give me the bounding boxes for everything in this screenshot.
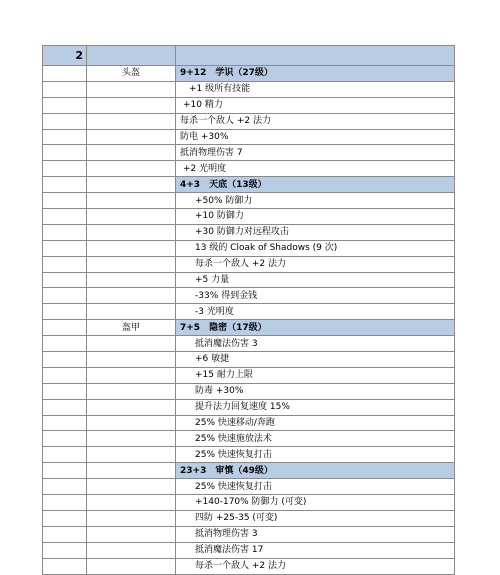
header-detail-cell[interactable] <box>176 46 455 66</box>
table-row <box>43 526 455 542</box>
property-cell[interactable]: 25% 快速恢复打击 <box>176 447 455 463</box>
item-type-cell[interactable]: 盔甲 <box>87 320 176 336</box>
section-row <box>43 177 455 193</box>
property-cell[interactable]: 抵消物理伤害 7 <box>176 145 455 161</box>
blank-cell[interactable] <box>43 81 87 97</box>
blank-cell[interactable] <box>43 113 87 129</box>
blank-cell[interactable] <box>43 320 87 336</box>
item-type-cell[interactable] <box>87 81 176 97</box>
property-cell[interactable]: +140-170% 防御力 (可变) <box>176 495 455 511</box>
item-type-cell[interactable] <box>87 256 176 272</box>
runeword-title-cell[interactable]: 9+12 学识（27级） <box>176 66 455 82</box>
item-type-cell[interactable] <box>87 542 176 558</box>
header-number-cell[interactable]: 2 <box>43 46 87 66</box>
blank-cell[interactable] <box>43 352 87 368</box>
property-cell[interactable]: +5 力量 <box>176 272 455 288</box>
blank-cell[interactable] <box>43 97 87 113</box>
item-type-cell[interactable] <box>87 431 176 447</box>
property-cell[interactable]: +1 级所有技能 <box>176 81 455 97</box>
item-type-cell[interactable] <box>87 510 176 526</box>
blank-cell[interactable] <box>43 415 87 431</box>
section-row <box>43 66 455 82</box>
table-row <box>43 145 455 161</box>
item-type-cell[interactable] <box>87 177 176 193</box>
blank-cell[interactable] <box>43 177 87 193</box>
blank-cell[interactable] <box>43 495 87 511</box>
property-cell[interactable]: 13 级的 Cloak of Shadows (9 次) <box>176 240 455 256</box>
table-row <box>43 510 455 526</box>
blank-cell[interactable] <box>43 558 87 574</box>
blank-cell[interactable] <box>43 224 87 240</box>
table-row <box>43 272 455 288</box>
blank-cell[interactable] <box>43 145 87 161</box>
item-type-cell[interactable] <box>87 304 176 320</box>
property-cell[interactable]: 每杀一个敌人 +2 法力 <box>176 113 455 129</box>
item-type-cell[interactable] <box>87 193 176 209</box>
blank-cell[interactable] <box>43 288 87 304</box>
property-cell[interactable]: +6 敏捷 <box>176 352 455 368</box>
item-type-cell[interactable] <box>87 399 176 415</box>
runeword-title-cell[interactable]: 4+3 天底（13级） <box>176 177 455 193</box>
blank-cell[interactable] <box>43 367 87 383</box>
table-row <box>43 415 455 431</box>
property-cell[interactable]: 四防 +25-35 (可变) <box>176 510 455 526</box>
table-row <box>43 542 455 558</box>
item-type-cell[interactable] <box>87 288 176 304</box>
blank-cell[interactable] <box>43 161 87 177</box>
property-cell[interactable]: 提升法力回复速度 15% <box>176 399 455 415</box>
blank-cell[interactable] <box>43 256 87 272</box>
property-cell[interactable]: 防电 +30% <box>176 129 455 145</box>
item-type-cell[interactable] <box>87 224 176 240</box>
table-row <box>43 479 455 495</box>
runeword-title-cell[interactable]: 23+3 审慎（49级） <box>176 463 455 479</box>
property-cell[interactable]: -3 光明度 <box>176 304 455 320</box>
runeword-title-cell[interactable]: 7+5 隐密（17级） <box>176 320 455 336</box>
blank-cell[interactable] <box>43 479 87 495</box>
blank-cell[interactable] <box>43 399 87 415</box>
table-row <box>43 129 455 145</box>
blank-cell[interactable] <box>43 447 87 463</box>
item-type-cell[interactable] <box>87 336 176 352</box>
table-row <box>43 352 455 368</box>
blank-cell[interactable] <box>43 336 87 352</box>
property-cell[interactable]: 每杀一个敌人 +2 法力 <box>176 558 455 574</box>
item-type-cell[interactable] <box>87 113 176 129</box>
property-cell[interactable]: -33% 得到金钱 <box>176 288 455 304</box>
blank-cell[interactable] <box>43 431 87 447</box>
property-cell[interactable]: 25% 快速移动/奔跑 <box>176 415 455 431</box>
table-row <box>43 240 455 256</box>
blank-cell[interactable] <box>43 542 87 558</box>
table-row <box>43 256 455 272</box>
property-cell[interactable]: 防毒 +30% <box>176 383 455 399</box>
blank-cell[interactable] <box>43 383 87 399</box>
table-row <box>43 81 455 97</box>
property-cell[interactable]: 25% 快速施放法术 <box>176 431 455 447</box>
item-type-cell[interactable] <box>87 526 176 542</box>
header-item-cell[interactable] <box>87 46 176 66</box>
runeword-spreadsheet <box>42 45 455 575</box>
property-cell[interactable]: +50% 防御力 <box>176 193 455 209</box>
table-row <box>43 113 455 129</box>
item-type-cell[interactable] <box>87 161 176 177</box>
blank-cell[interactable] <box>43 526 87 542</box>
section-row <box>43 320 455 336</box>
table-row <box>43 97 455 113</box>
table-row <box>43 209 455 225</box>
item-type-cell[interactable] <box>87 209 176 225</box>
property-cell[interactable]: +15 耐力上限 <box>176 367 455 383</box>
item-type-cell[interactable] <box>87 463 176 479</box>
table-row <box>43 288 455 304</box>
property-cell[interactable]: +10 防御力 <box>176 209 455 225</box>
table-row <box>43 193 455 209</box>
item-type-cell[interactable]: 头盔 <box>87 66 176 82</box>
item-type-cell[interactable] <box>87 495 176 511</box>
item-type-cell[interactable] <box>87 447 176 463</box>
table-row <box>43 304 455 320</box>
item-type-cell[interactable] <box>87 352 176 368</box>
table-row <box>43 336 455 352</box>
item-type-cell[interactable] <box>87 272 176 288</box>
table-row <box>43 431 455 447</box>
item-type-cell[interactable] <box>87 367 176 383</box>
blank-cell[interactable] <box>43 510 87 526</box>
blank-cell[interactable] <box>43 193 87 209</box>
blank-cell[interactable] <box>43 240 87 256</box>
blank-cell[interactable] <box>43 129 87 145</box>
item-type-cell[interactable] <box>87 240 176 256</box>
table-row <box>43 383 455 399</box>
property-cell[interactable]: 抵消魔法伤害 17 <box>176 542 455 558</box>
blank-cell[interactable] <box>43 66 87 82</box>
property-cell[interactable]: 抵消魔法伤害 3 <box>176 336 455 352</box>
blank-cell[interactable] <box>43 272 87 288</box>
property-cell[interactable]: +30 防御力对远程攻击 <box>176 224 455 240</box>
property-cell[interactable]: 每杀一个敌人 +2 法力 <box>176 256 455 272</box>
property-cell[interactable]: +10 精力 <box>176 97 455 113</box>
item-type-cell[interactable] <box>87 129 176 145</box>
table-row <box>43 161 455 177</box>
table-row <box>43 224 455 240</box>
item-type-cell[interactable] <box>87 145 176 161</box>
item-type-cell[interactable] <box>87 97 176 113</box>
table-row <box>43 399 455 415</box>
blank-cell[interactable] <box>43 209 87 225</box>
item-type-cell[interactable] <box>87 479 176 495</box>
blank-cell[interactable] <box>43 463 87 479</box>
header-row <box>43 46 455 66</box>
section-row <box>43 463 455 479</box>
table-row <box>43 367 455 383</box>
table-row <box>43 495 455 511</box>
blank-cell[interactable] <box>43 304 87 320</box>
item-type-cell[interactable] <box>87 383 176 399</box>
table-row <box>43 558 455 574</box>
item-type-cell[interactable] <box>87 415 176 431</box>
property-cell[interactable]: 抵消物理伤害 3 <box>176 526 455 542</box>
table-row <box>43 447 455 463</box>
property-cell[interactable]: 25% 快速恢复打击 <box>176 479 455 495</box>
property-cell[interactable]: +2 光明度 <box>176 161 455 177</box>
item-type-cell[interactable] <box>87 558 176 574</box>
